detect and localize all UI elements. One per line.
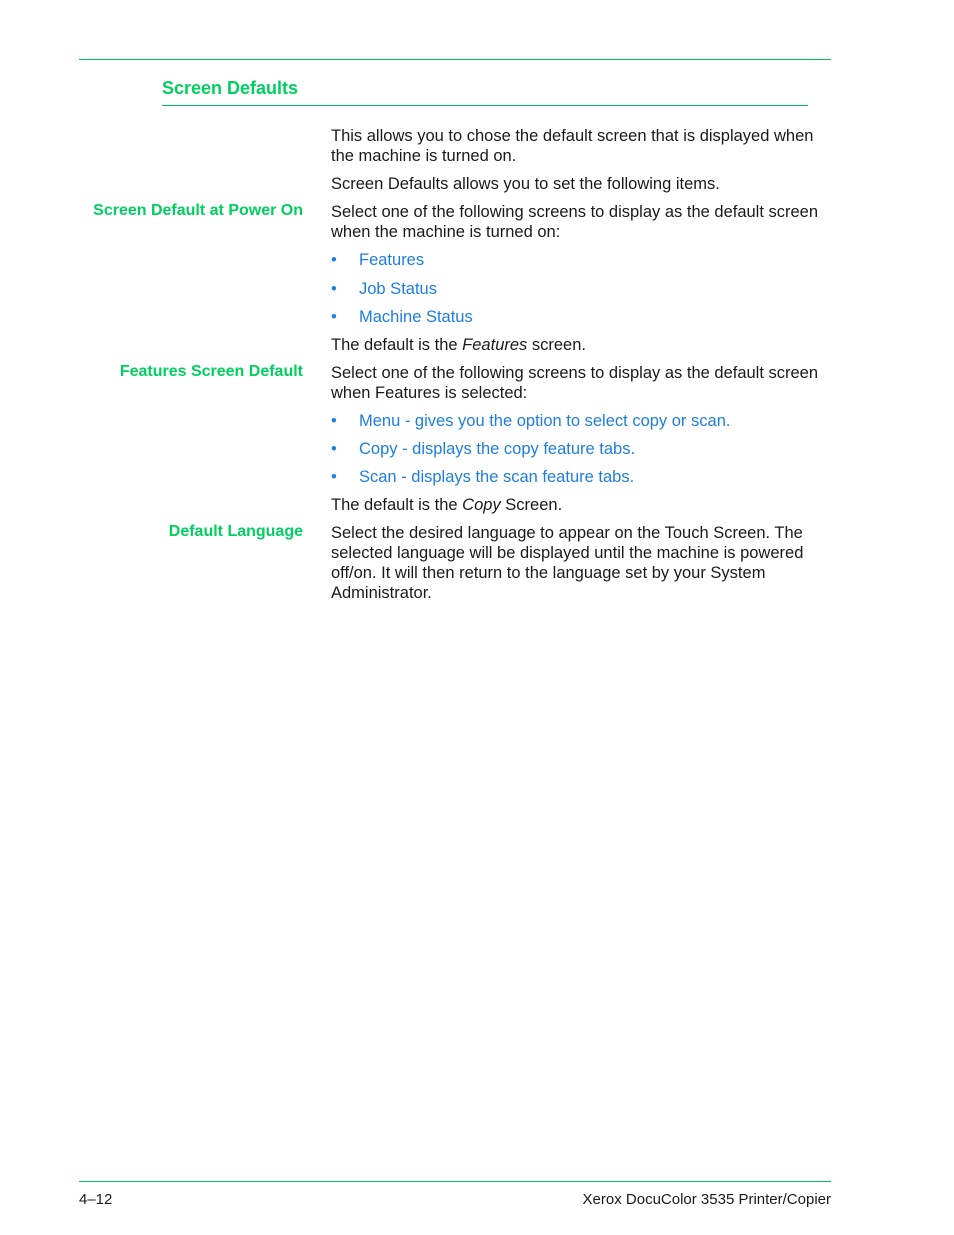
bullet-icon: • <box>331 308 337 326</box>
power-on-text: Select one of the following screens to display as the default screen when the machine is turned on: <box>331 203 819 241</box>
default-value: Features <box>462 336 528 354</box>
bullet-text: Menu - gives you the option to select copy or scan. <box>359 412 731 430</box>
intro-paragraph-2: Screen Defaults allows you to set the following items. <box>331 175 720 193</box>
section-title: Screen Defaults <box>162 78 299 98</box>
bullet-icon: • <box>331 251 337 269</box>
bullet-text: Job Status <box>359 280 437 298</box>
bullet-icon: • <box>331 468 337 486</box>
product-name: Xerox DocuColor 3535 Printer/Copier <box>582 1191 831 1208</box>
footer-rule <box>79 1181 831 1182</box>
page-number: 4–12 <box>79 1191 113 1208</box>
list-item <box>331 467 634 487</box>
default-suffix: Screen. <box>500 496 563 514</box>
bullet-text: Machine Status <box>359 308 473 326</box>
list-item <box>331 279 437 299</box>
header-rule <box>79 59 831 60</box>
list-item <box>331 439 635 459</box>
power-on-default <box>331 335 831 355</box>
bullet-text: Copy - displays the copy feature tabs. <box>359 440 636 458</box>
power-on-label: Screen Default at Power On <box>93 202 303 219</box>
default-suffix: screen. <box>527 336 586 354</box>
default-prefix: The default is the <box>331 336 463 354</box>
bullet-text: Scan - displays the scan feature tabs. <box>359 468 635 486</box>
features-default-text: Select one of the following screens to display as the default screen when Features is selected: <box>331 364 819 402</box>
bullet-icon: • <box>331 280 337 298</box>
list-item <box>331 307 473 327</box>
intro-paragraph-1: This allows you to chose the default screen that is displayed when the machine is turned on. <box>331 127 814 165</box>
default-prefix: The default is the <box>331 496 463 514</box>
section-title-rule <box>162 105 808 106</box>
bullet-icon: • <box>331 412 337 430</box>
bullet-icon: • <box>331 440 337 458</box>
language-label: Default Language <box>168 523 303 540</box>
features-default-default <box>331 495 831 515</box>
list-item <box>331 250 424 270</box>
default-value: Copy <box>462 496 501 514</box>
language-text: Select the desired language to appear on the Touch Screen. The selected language will be displayed until the machine is powered off/on. It will then return to the language set by your System Administrator. <box>331 524 804 602</box>
list-item <box>331 411 730 431</box>
features-default-label: Features Screen Default <box>119 363 303 380</box>
bullet-text: Features <box>359 251 425 269</box>
